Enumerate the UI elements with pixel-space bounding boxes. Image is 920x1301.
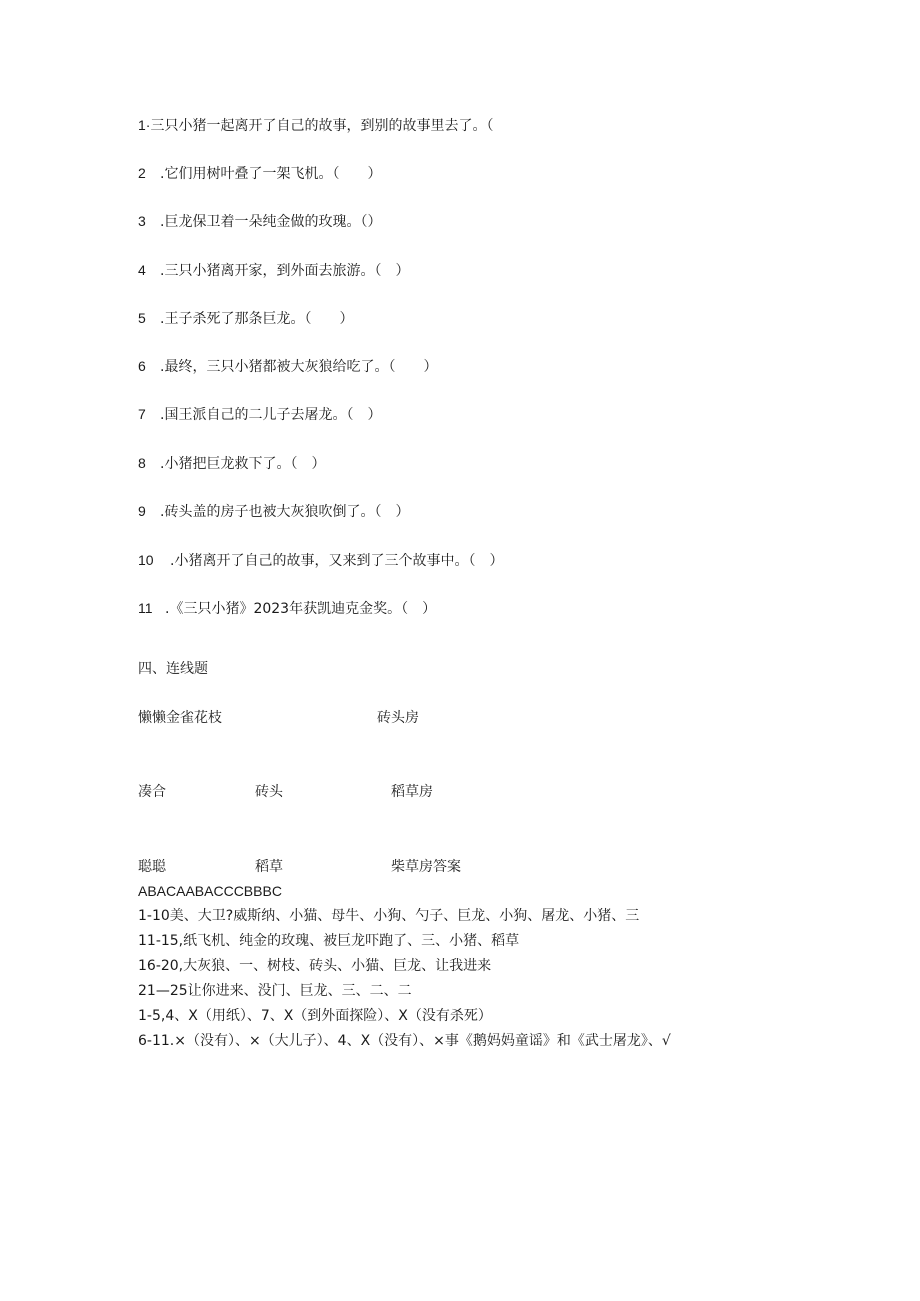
question-text: .王子杀死了那条巨龙。（ ） — [160, 311, 354, 327]
question-11 — [138, 599, 436, 618]
question-number: 3 — [138, 213, 146, 229]
answer-line-4: 16-20,大灰狼、一、树枝、砖头、小猫、巨龙、让我进来 — [138, 958, 492, 974]
match-right-1: 砖头房 — [377, 710, 419, 726]
answer-line-1: ABACAABACCCBBBC — [138, 883, 282, 899]
question-text: .砖头盖的房子也被大灰狼吹倒了。（ ） — [160, 504, 410, 520]
question-number: 1· — [138, 117, 151, 133]
question-2 — [138, 164, 381, 183]
question-text: .巨龙保卫着一朵纯金做的玫瑰。（） — [160, 214, 382, 230]
question-number: 9 — [138, 503, 146, 519]
question-text: .国王派自己的二儿子去屠龙。（ ） — [160, 407, 382, 423]
question-text: 三只小猪一起离开了自己的故事，到别的故事里去了。（ — [150, 118, 494, 134]
match-left-3: 聪聪 — [138, 859, 166, 875]
answer-line-5: 21—25让你进来、没门、巨龙、三、二、二 — [138, 983, 412, 999]
answer-line-7: 6-11.×（没有）、×（大儿子）、4、X（没有）、×事《鹅妈妈童谣》和《武士屠龙》、√ — [138, 1033, 671, 1049]
answer-line-6: 1-5,4、X（用纸）、7、X（到外面探险）、X（没有杀死） — [138, 1008, 492, 1024]
match-right-2: 稻草房 — [391, 784, 433, 800]
answer-line-2: 1-10美、大卫?威斯纳、小猫、母牛、小狗、勺子、巨龙、小狗、屠龙、小猪、三 — [138, 908, 640, 924]
question-text: .小猪把巨龙救下了。（ ） — [160, 456, 326, 472]
answer-line-3: 11-15,纸飞机、纯金的玫瑰、被巨龙吓跑了、三、小猪、稻草 — [138, 933, 520, 949]
question-number: 2 — [138, 165, 146, 181]
question-text: .三只小猪离开家，到外面去旅游。（ ） — [160, 263, 410, 279]
question-1 — [138, 116, 493, 135]
question-text: .最终，三只小猪都被大灰狼给吃了。（ ） — [160, 359, 438, 375]
question-3 — [138, 212, 381, 231]
question-number: 7 — [138, 406, 146, 422]
question-number: 4 — [138, 262, 146, 278]
match-mid-2: 砖头 — [255, 784, 283, 800]
question-number: 10 — [138, 552, 154, 568]
match-mid-3: 稻草 — [255, 859, 283, 875]
question-number: 6 — [138, 358, 146, 374]
question-number: 11 — [138, 600, 153, 616]
question-10 — [138, 551, 503, 570]
question-4 — [138, 261, 409, 280]
question-7 — [138, 405, 381, 424]
match-left-2: 凑合 — [138, 784, 166, 800]
question-number: 5 — [138, 310, 146, 326]
question-text: .它们用树叶叠了一架飞机。（ ） — [160, 166, 382, 182]
question-number: 8 — [138, 455, 146, 471]
question-9 — [138, 502, 409, 521]
question-5 — [138, 309, 353, 328]
match-left-1: 懒懒金雀花枝 — [138, 710, 222, 726]
match-right-3: 柴草房答案 — [391, 859, 461, 875]
section-heading: 四、连线题 — [138, 661, 208, 677]
question-text: .《三只小猪》2023年获凯迪克金奖。（ ） — [165, 601, 437, 617]
question-6 — [138, 357, 437, 376]
question-text: .小猪离开了自己的故事，又来到了三个故事中。（ ） — [170, 553, 504, 569]
question-8 — [138, 454, 325, 473]
